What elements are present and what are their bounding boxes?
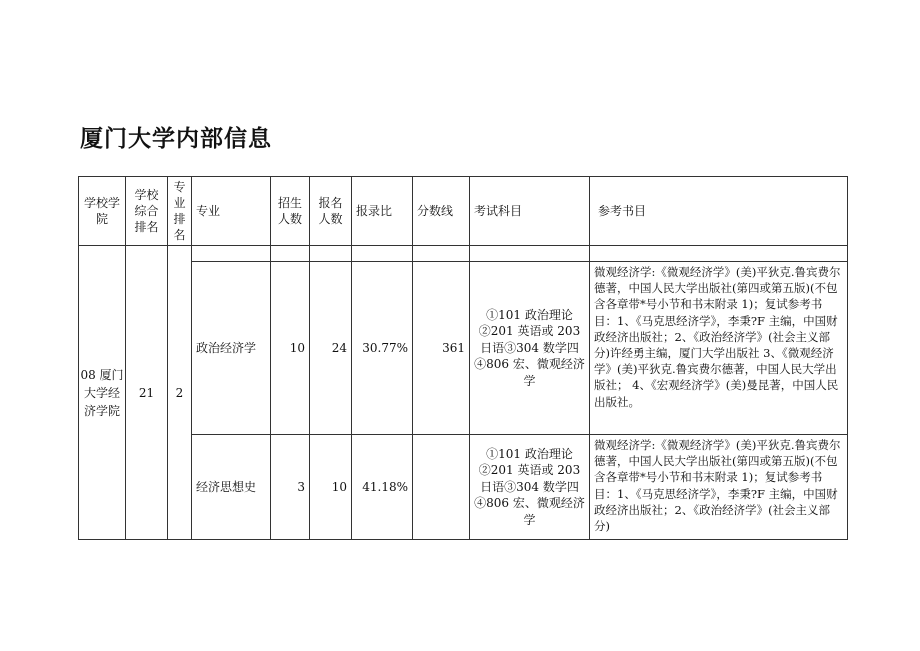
header-major-rank: 专业排名: [168, 177, 192, 246]
table-row: [79, 435, 848, 540]
page-title: 厦门大学内部信息: [80, 126, 272, 152]
books-cell: 微观经济学:《微观经济学》(美)平狄克.鲁宾费尔德著，中国人民大学出版社(第四或第五版)(不包含各章带*号小节和书末附录 1)；复试参考书目：1、《马克思经济学》，李秉?F 主编，中国财政经济出版社；2、《政治经济学》(社会主义部分): [590, 435, 848, 540]
header-subjects: 考试科目: [470, 177, 590, 246]
header-row: [79, 177, 848, 246]
subjects-cell: ①101 政治理论②201 英语或 203 日语③304 数学四④806 宏、微观经济学: [470, 262, 590, 435]
ratio-cell: 30.77%: [352, 262, 413, 435]
ratio-cell: 41.18%: [352, 435, 413, 540]
header-applicants: 报名人数: [310, 177, 352, 246]
header-ratio: 报录比: [352, 177, 413, 246]
header-school-rank: 学校综合排名: [126, 177, 168, 246]
books-cell: 微观经济学:《微观经济学》(美)平狄克.鲁宾费尔德著，中国人民大学出版社(第四或第五版)(不包含各章带*号小节和书末附录 1)；复试参考书目：1、《马克思经济学》，李秉?F 主编，中国财政经济出版社；2、《政治经济学》(社会主义部分)许经勇主编，厦门大学出版社 3、《微观经济学》(美)平狄克.鲁宾费尔德著，中国人民大学出版社； 4、《宏观经济学》(美)曼昆著，中国人民出版社。: [590, 262, 848, 435]
applicants-cell: 24: [310, 262, 352, 435]
spacer-row: [79, 246, 848, 262]
major-cell: 政治经济学: [192, 262, 271, 435]
header-major: 专业: [192, 177, 271, 246]
applicants-cell: 10: [310, 435, 352, 540]
enroll-cell: 10: [271, 262, 310, 435]
score-cell: 361: [413, 262, 470, 435]
table-row: [79, 262, 848, 435]
header-school: 学校学院: [79, 177, 126, 246]
major-cell: 经济思想史: [192, 435, 271, 540]
subjects-cell: ①101 政治理论②201 英语或 203 日语③304 数学四④806 宏、微观经济学: [470, 435, 590, 540]
admission-table: [78, 176, 848, 540]
header-score: 分数线: [413, 177, 470, 246]
school-rank-cell: 21: [126, 246, 168, 540]
score-cell: [413, 435, 470, 540]
header-books: 参考书目: [590, 177, 848, 246]
enroll-cell: 3: [271, 435, 310, 540]
school-cell: 08 厦门大学经济学院: [79, 246, 126, 540]
header-enroll: 招生人数: [271, 177, 310, 246]
major-rank-cell: 2: [168, 246, 192, 540]
